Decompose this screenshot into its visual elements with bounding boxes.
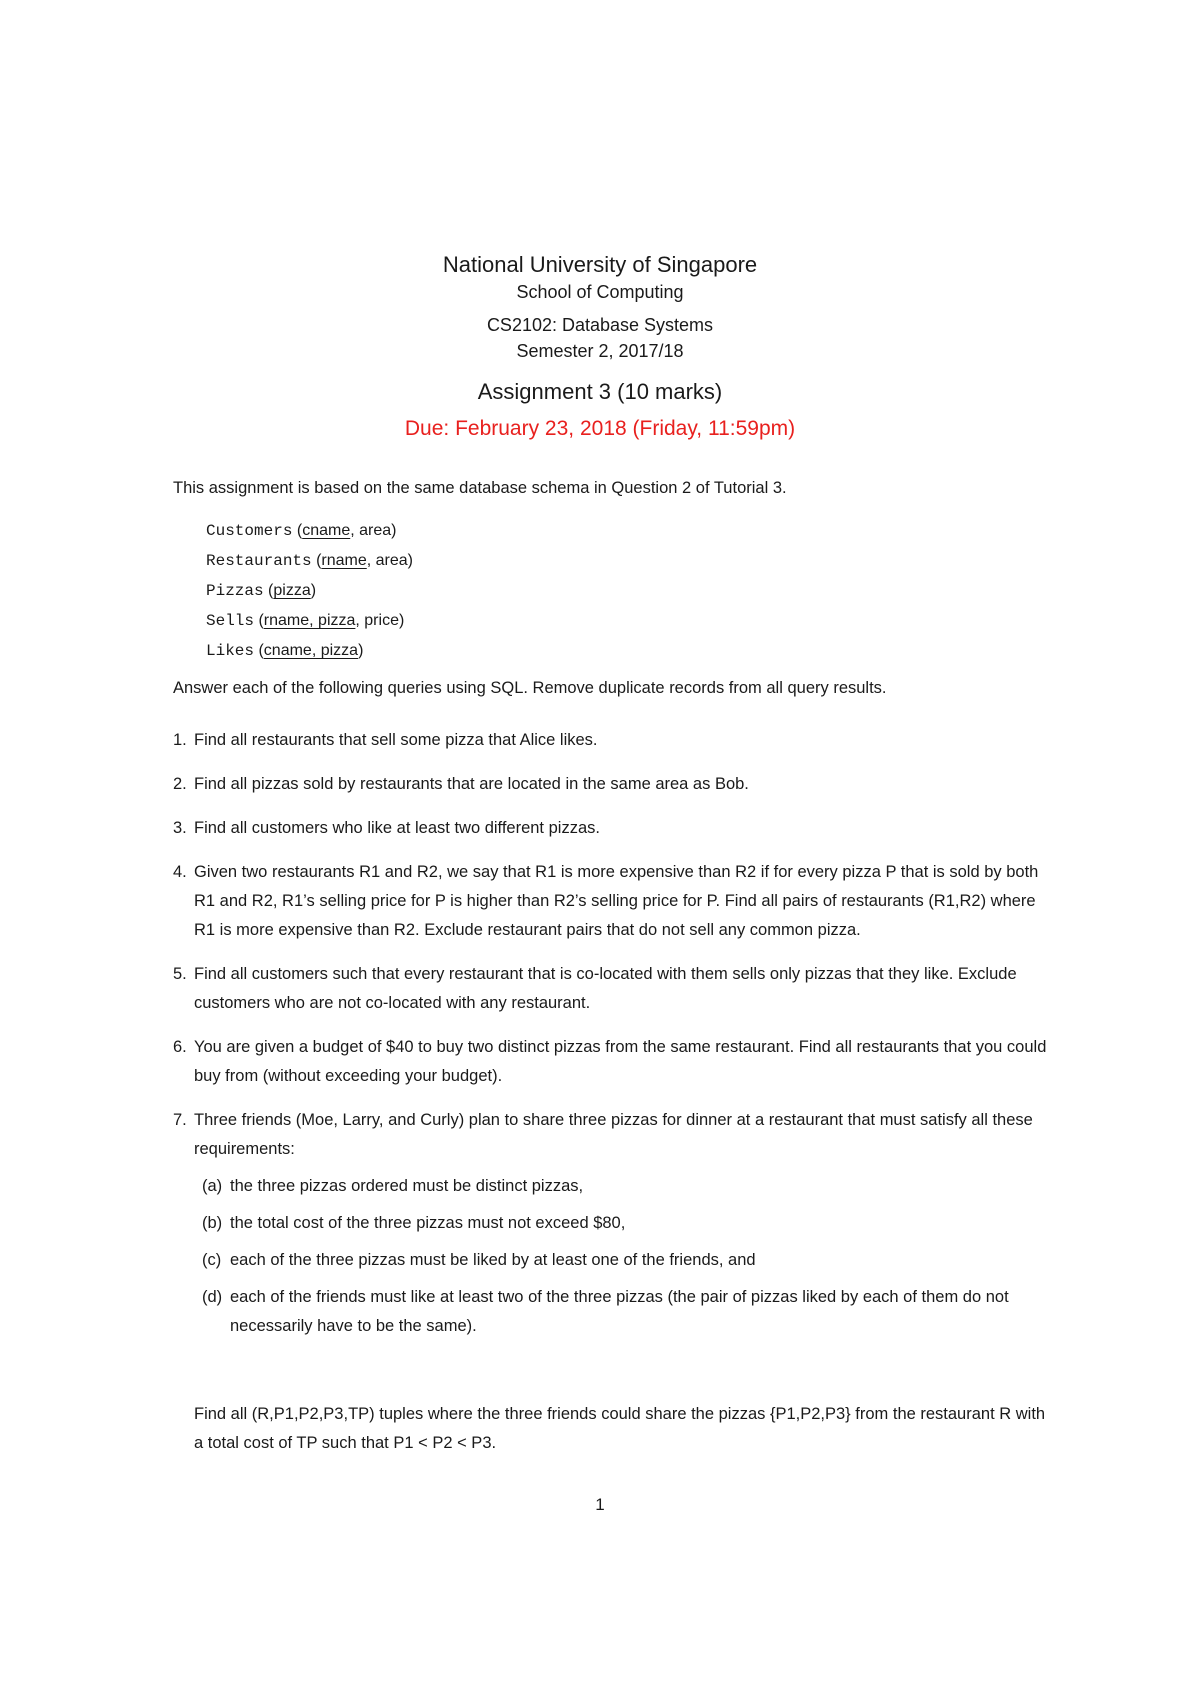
due-date: Due: February 23, 2018 (Friday, 11:59pm) <box>404 417 796 440</box>
schema-row: Restaurants (rname, area) <box>206 552 414 570</box>
question-list <box>173 726 1053 1356</box>
sub-text: the three pizzas ordered must be distinct pizzas, <box>230 1177 584 1195</box>
schema-row: Customers (cname, area) <box>206 522 397 540</box>
schema-table-name: Pizzas <box>206 582 264 600</box>
question-number: 2. <box>173 775 187 793</box>
sub-requirement <box>194 1209 1053 1238</box>
schema-row: Likes (cname, pizza) <box>206 642 364 660</box>
question-item <box>173 770 1053 799</box>
schema-primary-key: pizza <box>273 582 311 599</box>
question-text: Find all customers such that every restaurant that is co-located with them sells only pizzas that they like. Exclude customers who are not co-located with any restaurant. <box>194 965 1017 1012</box>
sub-text: the total cost of the three pizzas must not exceed $80, <box>230 1214 626 1232</box>
question-number: 1. <box>173 731 187 749</box>
course-title: CS2102: Database Systems <box>486 315 714 335</box>
question-text: Three friends (Moe, Larry, and Curly) plan to share three pizzas for dinner at a restaurant that must satisfy all these requirements: <box>194 1111 1033 1158</box>
sub-text: each of the three pizzas must be liked by at least one of the friends, and <box>230 1251 756 1269</box>
schema-primary-key: cname <box>302 522 351 539</box>
semester: Semester 2, 2017/18 <box>516 341 684 361</box>
page-number: 1 <box>595 1495 605 1514</box>
schema-primary-key: rname, pizza <box>263 612 356 629</box>
schema-table-name: Customers <box>206 522 293 540</box>
question-item <box>173 1106 1053 1341</box>
question-number: 4. <box>173 863 187 881</box>
question-text: Find all pizzas sold by restaurants that are located in the same area as Bob. <box>194 775 749 793</box>
question-item <box>173 814 1053 843</box>
schema-row: Pizzas (pizza) <box>206 582 317 600</box>
schema-primary-key: rname <box>321 552 367 569</box>
schema-row: Sells (rname, pizza, price) <box>206 612 405 630</box>
school-name: School of Computing <box>516 282 684 302</box>
question-number: 6. <box>173 1038 187 1056</box>
schema-primary-key: cname, pizza <box>263 642 359 659</box>
sub-label: (d) <box>202 1288 223 1306</box>
question-text: Find all restaurants that sell some pizza that Alice likes. <box>194 731 598 749</box>
question-item <box>173 1033 1053 1091</box>
question-item <box>173 858 1053 945</box>
question-number: 3. <box>173 819 187 837</box>
schema-list <box>206 516 413 666</box>
schema-table-name: Sells <box>206 612 255 630</box>
question-text: You are given a budget of $40 to buy two distinct pizzas from the same restaurant. Find all restaurants that you could buy from (without exceeding your budget). <box>194 1038 1047 1085</box>
sub-text: each of the friends must like at least two of the three pizzas (the pair of pizzas liked by each of them do not necessarily have to be the same). <box>230 1288 1009 1335</box>
question-item <box>173 960 1053 1018</box>
question-item <box>173 726 1053 755</box>
schema-table-name: Restaurants <box>206 552 312 570</box>
institution-name: National University of Singapore <box>442 252 758 277</box>
question-number: 7. <box>173 1111 187 1129</box>
sub-label: (b) <box>202 1214 223 1232</box>
assignment-title: Assignment 3 (10 marks) <box>477 379 723 404</box>
sub-requirement <box>194 1172 1053 1201</box>
sub-label: (c) <box>202 1251 222 1269</box>
schema-table-name: Likes <box>206 642 255 660</box>
question-text: Find all customers who like at least two different pizzas. <box>194 819 600 837</box>
sub-requirement-list <box>194 1172 1053 1341</box>
question-number: 5. <box>173 965 187 983</box>
final-paragraph: Find all (R,P1,P2,P3,TP) tuples where the three friends could share the pizzas {P1,P2,P3} from the restaurant R with a total cost of TP such that P1 < P2 < P3. <box>194 1405 1046 1452</box>
sub-requirement <box>194 1283 1053 1341</box>
sub-requirement <box>194 1246 1053 1275</box>
instruction-paragraph: Answer each of the following queries using SQL. Remove duplicate records from all query results. <box>173 679 887 697</box>
question-text: Given two restaurants R1 and R2, we say that R1 is more expensive than R2 if for every pizza P that is sold by both R1 and R2, R1’s selling price for P is higher than R2’s selling price for P. Find all pairs of restaurants (R1,R2) where R1 is more expensive than R2. Exclude restaurant pairs that do not sell any common pizza. <box>194 863 1039 939</box>
intro-paragraph: This assignment is based on the same database schema in Question 2 of Tutorial 3. <box>173 479 787 497</box>
sub-label: (a) <box>202 1177 223 1195</box>
